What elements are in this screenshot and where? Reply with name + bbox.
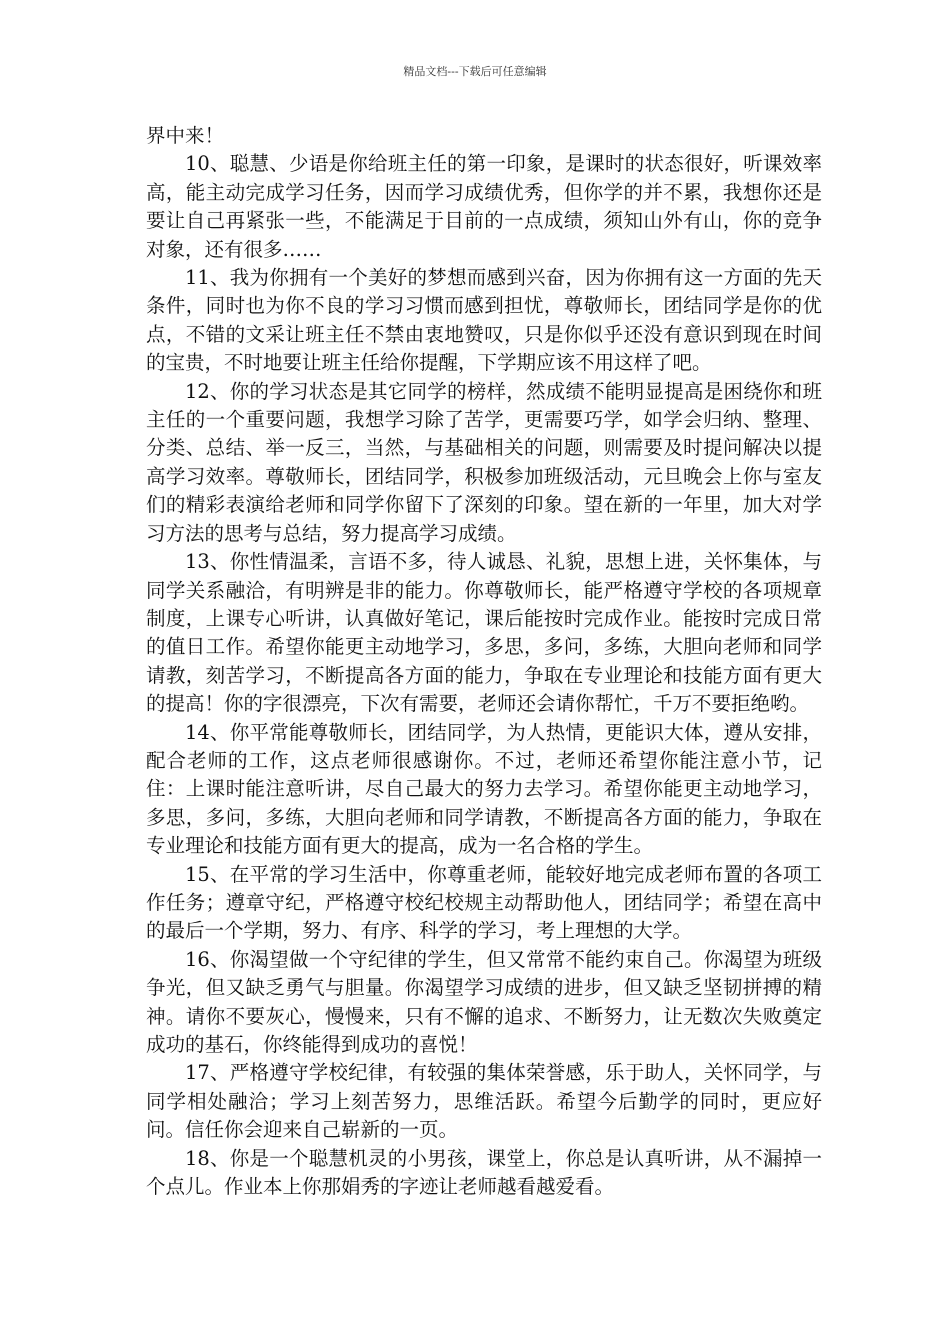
paragraph-13: 13、你性情温柔，言语不多，待人诚恳、礼貌，思想上进，关怀集体，与同学关系融洽，有明辨是非的能力。你尊敬师长，能严格遵守学校的各项规章制度，上课专心听讲，认真做好笔记，课后能按时完成作业。能按时完成日常的值日工作。希望你能更主动地学习，多思，多问，多练，大胆向老师和同学请教，刻苦学习，不断提高各方面的能力，争取在专业理论和技能方面有更大的提高！你的字很漂亮，下次有需要，老师还会请你帮忙，千万不要拒绝哟。	[146, 550, 822, 716]
paragraph-16: 16、你渴望做一个守纪律的学生，但又常常不能约束自己。你渴望为班级争光，但又缺乏勇气与胆量。你渴望学习成绩的进步，但又缺乏坚韧拼搏的精神。请你不要灰心，慢慢来，只有不懈的追求、不断努力，让无数次失败奠定成功的基石，你终能得到成功的喜悦！	[146, 947, 822, 1056]
paragraph-12: 12、你的学习状态是其它同学的榜样，然成绩不能明显提高是困绕你和班主任的一个重要问题，我想学习除了苦学，更需要巧学，如学会归纳、整理、分类、总结、举一反三，当然，与基础相关的问题，则需要及时提问解决以提高学习效率。尊敬师长，团结同学，积极参加班级活动，元旦晚会上你与室友们的精彩表演给老师和同学你留下了深刻的印象。望在新的一年里，加大对学习方法的思考与总结，努力提高学习成绩。	[146, 379, 822, 545]
paragraph-10: 10、聪慧、少语是你给班主任的第一印象，是课时的状态很好，听课效率高，能主动完成学习任务，因而学习成绩优秀，但你学的并不累，我想你还是要让自己再紧张一些，不能满足于目前的一点成绩，须知山外有山，你的竞争对象，还有很多……	[146, 152, 822, 261]
paragraph-15: 15、在平常的学习生活中，你尊重老师，能较好地完成老师布置的各项工作任务；遵章守纪，严格遵守校纪校规主动帮助他人，团结同学；希望在高中的最后一个学期，努力、有序、科学的学习，考上理想的大学。	[146, 862, 822, 943]
page-header: 精品文档---下载后可任意编辑	[403, 65, 547, 78]
paragraph-17: 17、严格遵守学校纪律，有较强的集体荣誉感，乐于助人，关怀同学，与同学相处融洽；学习上刻苦努力，思维活跃。希望今后勤学的同时，更应好问。信任你会迎来自己崭新的一页。	[146, 1061, 822, 1142]
paragraph-14: 14、你平常能尊敬师长，团结同学，为人热情，更能识大体，遵从安排，配合老师的工作，这点老师很感谢你。不过，老师还希望你能注意小节，记住：上课时能注意听讲，尽自己最大的努力去学习。希望你能更主动地学习，多思，多问，多练，大胆向老师和同学请教，不断提高各方面的能力，争取在专业理论和技能方面有更大的提高，成为一名合格的学生。	[146, 720, 822, 858]
document-body	[146, 122, 822, 1201]
paragraph-continuation: 界中来！	[146, 124, 225, 147]
paragraph-11: 11、我为你拥有一个美好的梦想而感到兴奋，因为你拥有这一方面的先天条件，同时也为你不良的学习习惯而感到担忧，尊敬师长，团结同学是你的优点，不错的文采让班主任不禁由衷地赞叹，只是你似乎还没有意识到现在时间的宝贵，不时地要让班主任给你提醒，下学期应该不用这样了吧。	[146, 266, 822, 375]
paragraph-18: 18、你是一个聪慧机灵的小男孩，课堂上，你总是认真听讲，从不漏掉一个点儿。作业本上你那娟秀的字迹让老师越看越爱看。	[146, 1146, 822, 1199]
